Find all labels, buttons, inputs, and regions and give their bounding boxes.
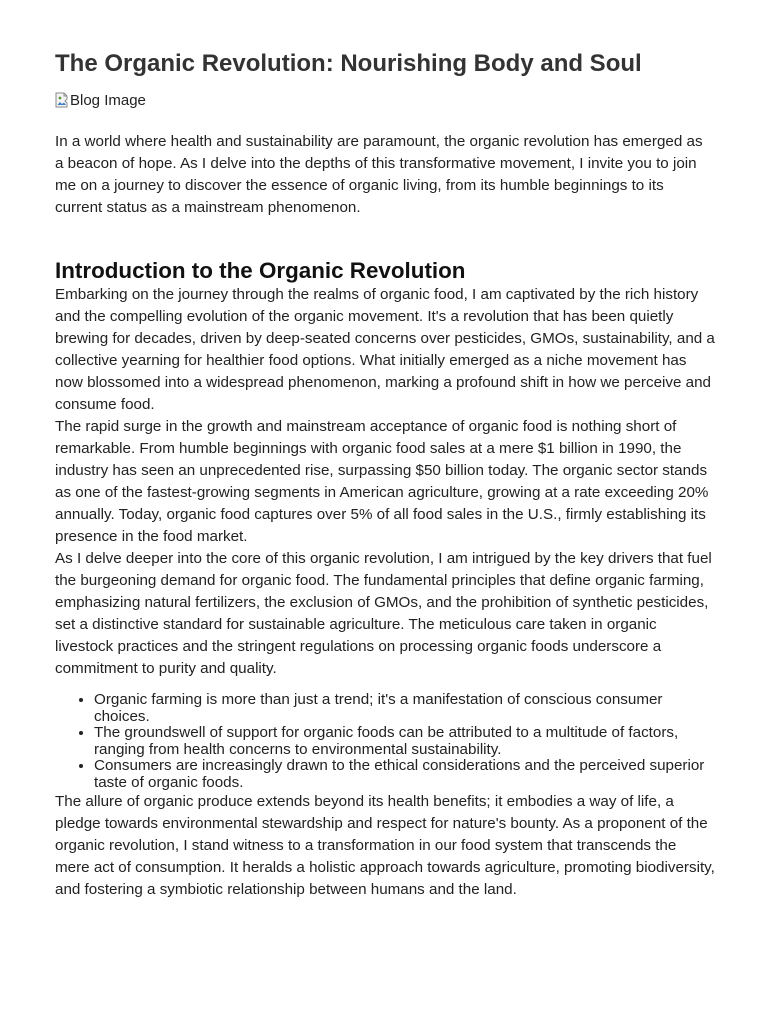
paragraph: The rapid surge in the growth and mainstream acceptance of organic food is nothing short of remarkable. From humble beginnings with organic food sales at a mere $1 billion in 1990, the industry has seen an unprecedented rise, surpassing $50 billion today. The organic sector stands as one of the fastest-growing segments in American agriculture, growing at a rate exceeding 20% annually. Today, organic food captures over 5% of all food sales in the U.S., firmly establishing its presence in the food market. bbox=[55, 418, 709, 545]
page-title: The Organic Revolution: Nourishing Body and Soul bbox=[55, 50, 642, 77]
list-item: • Consumers are increasingly drawn to the ethical considerations and the perceived superior taste of organic foods. bbox=[94, 758, 715, 791]
article-body bbox=[55, 131, 715, 901]
bullet-list bbox=[55, 692, 715, 791]
paragraph: Embarking on the journey through the realms of organic food, I am captivated by the rich history and the compelling evolution of the organic movement. It's a revolution that has been quietly brewing for decades, driven by deep-seated concerns over pesticides, GMOs, sustainability, and a collective yearning for healthier food options. What initially emerged as a niche movement has now blossomed into a widespread phenomenon, marking a profound shift in how we perceive and consume food. bbox=[55, 286, 715, 413]
list-item: • Organic farming is more than just a trend; it's a manifestation of conscious consumer choices. bbox=[94, 692, 715, 725]
intro-paragraph: In a world where health and sustainability are paramount, the organic revolution has emerged as a beacon of hope. As I delve into the depths of this transformative movement, I invite you to join me on a journey to discover the essence of organic living, from its humble beginnings to its current status as a mainstream phenomenon. bbox=[55, 133, 703, 216]
blog-image bbox=[55, 90, 146, 110]
paragraph: As I delve deeper into the core of this organic revolution, I am intrigued by the key drivers that fuel the burgeoning demand for organic food. The fundamental principles that define organic farming, emphasizing natural fertilizers, the exclusion of GMOs, and the prohibition of synthetic pesticides, set a distinctive standard for sustainable agriculture. The meticulous care taken in organic livestock practices and the stringent regulations on processing organic foods underscore a commitment to purity and quality. bbox=[55, 550, 712, 677]
broken-image-icon bbox=[55, 92, 69, 108]
section-heading: Introduction to the Organic Revolution bbox=[55, 258, 466, 283]
list-item: • The groundswell of support for organic foods can be attributed to a multitude of factors, ranging from health concerns to environmental sustainability. bbox=[94, 725, 715, 758]
closing-paragraph: The allure of organic produce extends beyond its health benefits; it embodies a way of life, a pledge towards environmental stewardship and respect for nature's bounty. As a proponent of the organic revolution, I stand witness to a transformation in our food system that transcends the mere act of consumption. It heralds a holistic approach towards agriculture, promoting biodiversity, and fostering a symbiotic relationship between humans and the land. bbox=[55, 793, 715, 898]
blog-image-alt-text: Blog Image bbox=[70, 91, 146, 109]
